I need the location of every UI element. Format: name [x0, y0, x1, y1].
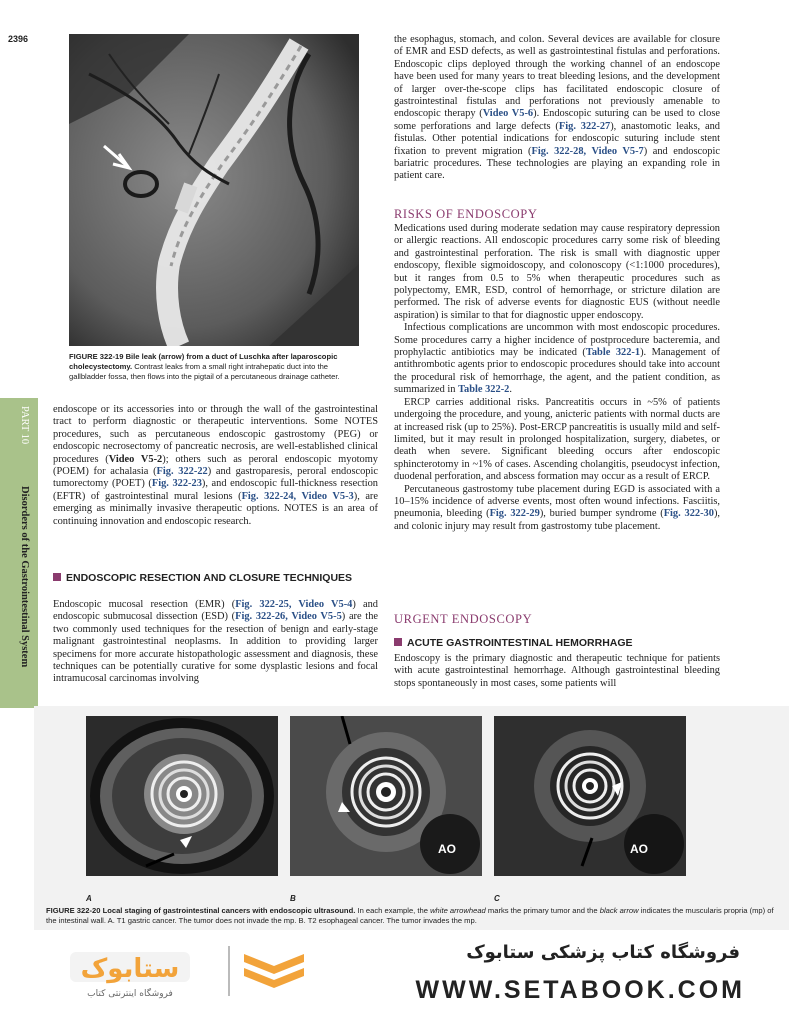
cross-reference-link: Video V5-6 — [482, 108, 534, 120]
text-run: ), buried bumper syndrome ( — [539, 508, 664, 520]
right-column — [394, 34, 720, 183]
paragraph — [394, 322, 720, 396]
text-run: ), anastomotic leaks, and fistulas. Other potential indications for endoscopic suturing include stent fixation to prevent migration ( — [394, 120, 721, 157]
store-banner — [0, 930, 789, 1010]
section-heading-urgent: URGENT ENDOSCOPY — [394, 612, 533, 626]
logo-subtext: فروشگاه اینترنتی کتاب — [87, 989, 173, 999]
cross-reference-link: Fig. 322-28, Video V5-7 — [531, 145, 644, 157]
logo-text: ستابوک — [80, 954, 180, 984]
subheading-acute-gi-hemorrhage: ACUTE GASTROINTESTINAL HEMORRHAGE — [394, 637, 720, 649]
text-run: ). Management of antithrombotic agents prior to endoscopic procedures should take into account the procedural risk of hemorrhage, the agent, and the patient condition, as summarized in — [394, 347, 721, 396]
ultrasound-panel-c — [494, 716, 686, 876]
paragraph — [394, 397, 720, 484]
text-run: Endoscopic mucosal resection (EMR) ( — [53, 599, 236, 610]
figure-322-19-image — [69, 34, 359, 346]
store-name: فروشگاه کتاب پزشکی ستابوک — [466, 942, 740, 963]
cross-reference-link: Table 322-1 — [585, 347, 641, 359]
store-url: WWW.SETABOOK.COM — [415, 976, 745, 1004]
heading-square-icon — [394, 638, 402, 646]
paragraph — [53, 404, 378, 528]
ultrasound-panel-b — [290, 716, 482, 876]
part-side-tab — [0, 398, 38, 708]
section-heading-endoscopic-resection: ENDOSCOPIC RESECTION AND CLOSURE TECHNIQUES — [53, 572, 378, 584]
cross-reference-link: Fig. 322-24, Video V5-3 — [241, 490, 354, 502]
paragraph — [394, 653, 720, 690]
divider — [228, 946, 230, 996]
figure-322-20-caption: FIGURE 322-20 Local staging of gastrointestinal cancers with endoscopic ultrasound. In each example, the white arrowhead marks the primary tumor and the black arrow indicates the muscularis propria (mp) of the intestinal wall. A. T1 gastric cancer. The tumor does not invade the mp. B. T2 esophageal cancer. The tumor invades the mp. — [46, 906, 774, 925]
cross-reference-link: Fig. 322-30 — [663, 508, 714, 520]
text-run: endoscope or its accessories into or through the wall of the gastrointestinal tract to perform diagnostic or therapeutic interventions. Some NOTES procedures, such as percutaneous endoscopic gastrostomy (PEG) or endoscopic necrosectomy of pancreatic necrosis, are well-established clinical procedures ( — [53, 404, 378, 465]
text-run: ), and endoscopic full-thickness resection (EFTR) of gastrointestinal mural lesions ( — [53, 478, 378, 502]
aorta-label: AO — [438, 842, 456, 856]
text-run: Medications used during moderate sedation may cause respiratory depression or allergic reactions. All endoscopic procedures carry some risk of bleeding and gastrointestinal perforation. The risk is small with diagnostic upper endoscopy, flexible sigmoidoscopy, and colonoscopy (<1:1000 procedures), but it ranges from 0.5 to 5% when therapeutic procedures such as polypectomy, EMR, ESD, control of hemorrhage, or stricture dilation are performed. The risk of adverse events for diagnostic EUS (without needle aspiration) is similar to that for diagnostic upper endoscopy. — [394, 223, 720, 321]
ultrasound-panel-a — [86, 716, 278, 876]
panel-label-b: B — [290, 894, 296, 903]
risks-section — [394, 223, 720, 533]
part-label: PART 10 — [19, 406, 30, 445]
text-run: Infectious complications are uncommon with most endoscopic procedures. Some procedures carry a higher incidence of postprocedure bacteremia, and prophylactic antibiotics may be indicated ( — [394, 322, 720, 359]
paragraph — [53, 599, 378, 686]
part-title: Disorders of the Gastrointestinal System — [19, 486, 30, 668]
text-run: ), and colonic injury may result from gastrostomy tube placement. — [394, 508, 721, 532]
text-run: ). Endoscopic suturing can be used to close some perforations and large defects ( — [394, 108, 721, 132]
cross-reference-link: Fig. 322-23 — [151, 478, 202, 490]
panel-label-c: C — [494, 894, 500, 903]
left-column-lower — [53, 599, 378, 686]
cross-reference-link: Fig. 322-22 — [156, 466, 208, 478]
video-reference: Video V5-2 — [108, 453, 163, 465]
text-run: ) and endoscopic submucosal dissection (ESD) ( — [53, 599, 378, 623]
text-run: ) and gastroparesis, peroral endoscopic tumorectomy (POET) ( — [53, 466, 378, 490]
page-number: 2396 — [8, 34, 29, 44]
text-run: ) are the two commonly used techniques for the resection of benign and early-stage malignant gastrointestinal neoplasms. In addition to providing larger specimens for more accurate histopathologic assessment and diagnosis, these techniques can be potentially curative for some dysplastic lesions and focal intramucosal carcinomas involving — [53, 611, 378, 685]
text-run: the esophagus, stomach, and colon. Several devices are available for closure of EMR and ESD defects, as well as gastrointestinal fistulas and perforations. Endoscopic clips deployed through the working channel of an endoscope have been used for many years to treat bleeding lesions, and the development of larger over-the-scope clips has facilitated endoscopic closure of gastrointestinal fistulas and perforations not previously amenable to endoscopic therapy ( — [394, 34, 720, 120]
text-run: Percutaneous gastrostomy tube placement during EGD is associated with a 10–15% incidence of adverse events, most often wound infections. Fasciitis, pneumonia, bleeding ( — [394, 483, 720, 520]
cross-reference-link: Fig. 322-25, Video V5-4 — [235, 599, 353, 610]
figure-322-20 — [34, 706, 789, 930]
cross-reference-link: Fig. 322-27 — [558, 120, 611, 132]
panel-label-a: A — [86, 894, 92, 903]
text-run: ); others such as peroral endoscopic myotomy (POEM) for achalasia ( — [53, 453, 379, 478]
urgent-section — [394, 653, 720, 690]
text-run: . — [509, 384, 512, 396]
paragraph — [394, 484, 720, 534]
cross-reference-link: Fig. 322-29 — [489, 508, 540, 520]
text-run: ), are emerging as minimally invasive therapeutic options. NOTES is an area of continuing innovation and endoscopic research. — [53, 490, 379, 527]
section-heading-risks: RISKS OF ENDOSCOPY — [394, 207, 538, 221]
text-run: Endoscopy is the primary diagnostic and therapeutic technique for patients with acute gastrointestinal hemorrhage. Although gastrointestinal bleeding stops spontaneously in most cases, some patients will — [394, 653, 720, 689]
book-icon — [240, 948, 308, 994]
aorta-label: AO — [630, 842, 648, 856]
cross-reference-link: Fig. 322-26, Video V5-5 — [235, 611, 342, 623]
figure-322-19-caption: FIGURE 322-19 Bile leak (arrow) from a duct of Luschka after laparoscopic cholecystectomy. Contrast leaks from a small right intrahepatic duct into the gallbladder fossa, then flows into the pigtail of a percutaneous drainage catheter. — [69, 352, 340, 381]
text-run: ) and endoscopic bariatric procedures. These technologies are playing an expanding role in patient care. — [394, 145, 721, 182]
heading-square-icon — [53, 573, 61, 581]
paragraph — [394, 34, 720, 183]
text-run: ERCP carries additional risks. Pancreatitis occurs in ~5% of patients undergoing the procedure, and young, anicteric patients with normal ducts are at increased risk (up to 25%). Post-ERCP pancreatitis is usually mild and self-limited, but it may result in prolonged hospitalization, surgery, diabetes, or death when severe. Significant bleeding occurs after endoscopic sphincterotomy in ~1% of cases. Ascending cholangitis, pseudocyst infection, duodenal perforation, and abscess formation may occur as a result of ERCP. — [394, 396, 720, 483]
setabook-logo — [70, 944, 220, 1002]
cross-reference-link: Table 322-2 — [458, 384, 510, 396]
left-column — [53, 404, 378, 528]
paragraph — [394, 223, 720, 322]
